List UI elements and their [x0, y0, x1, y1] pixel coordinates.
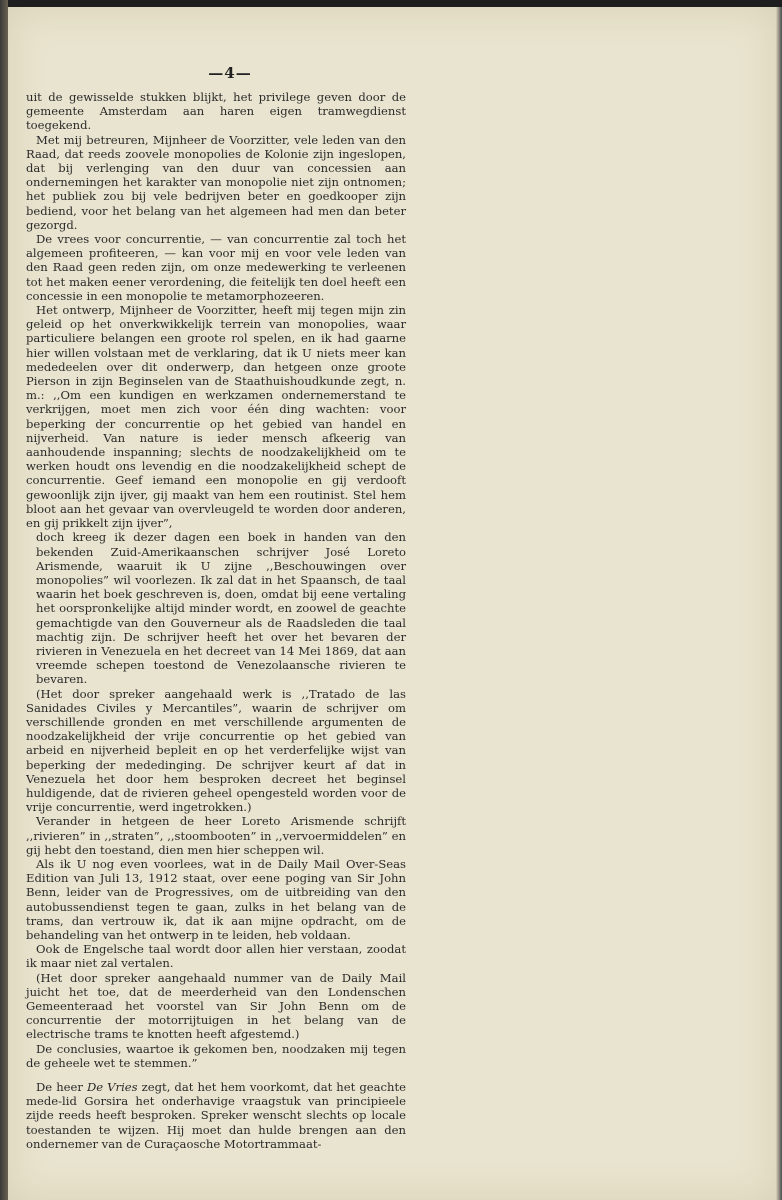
text-column: [26, 90, 406, 1151]
paragraph-12-lead: De heer: [36, 1080, 87, 1095]
paragraph-7: Verander in hetgeen de heer Loreto Arismende schrijft ,,rivieren” in ,,straten”, ,,stoombooten” in ,,vervoermiddelen” en gij hebt den toestand, dien men hier scheppen wil.: [26, 814, 406, 857]
paragraph-10: (Het door spreker aangehaald nummer van de Daily Mail juicht het toe, dat de meerderheid van den Londenschen Gemeenteraad het voorstel van Sir John Benn om de concurrentie der motorrijtuigen in het belang van de electrische trams te knotten heeft afgestemd.): [26, 970, 406, 1042]
paragraph-4: Het ontwerp, Mijnheer de Voorzitter, heeft mij tegen mijn zin geleid op het onverkwikkelijk terrein van monopolies, waar particuliere belangen een groote rol spelen, en ik had gaarne hier willen volstaan met de verklaring, dat ik U niets meer kan mededeelen over dit onderwerp, dan hetgeen onze groote Pierson in zijn Beginselen van de Staathuishoudkunde zegt, n. m.: ,,Om een kundigen en werkzamen ondernemerstand te verkrijgen, moet men zich voor één ding wachten: voor beperking der concurrentie op het gebied van handel en nijverheid. Van nature is ieder mensch afkeerig van aanhoudende inspanning; slechts de noodzakelijkheid om te werken houdt ons levendig en die noodzakelijkheid schept de concurrentie. Geef iemand een monopolie en gij verdooft gewoonlijk zijn ijver, gij maakt van hem een routinist. Stel hem bloot aan het gevaar van overvleugeld te worden door anderen, en gij prikkelt zijn ijver”,: [26, 303, 406, 531]
paragraph-11: De conclusies, waartoe ik gekomen ben, noodzaken mij tegen de geheele wet te stemmen.”: [26, 1041, 406, 1070]
speaker-name: De Vries: [86, 1080, 138, 1095]
paragraph-12: [26, 1080, 406, 1151]
paragraph-2: Met mij betreuren, Mijnheer de Voorzitter, vele leden van den Raad, dat reeds zoovele monopolies de Kolonie zijn ingeslopen, dat bij verlenging van den duur van concessien aan ondernemingen het karakter van monopolie niet zijn ontnomen; het publiek zou bij vele bedrijven beter en goedkooper zijn bediend, voor het belang van het algemeen had men dan beter gezorgd.: [26, 132, 406, 232]
page-number: —4—: [208, 64, 252, 82]
scan-border-top: [0, 0, 782, 7]
paragraph-5: doch kreeg ik dezer dagen een boek in handen van den bekenden Zuid-Amerikaanschen schrijver José Loreto Arismende, waaruit ik U zijne ,,Beschouwingen over monopolies” wil voorlezen. Ik zal dat in het Spaansch, de taal waarin het boek geschreven is, doen, omdat bij eene vertaling het oorspronkelijke altijd minder wordt, en zoowel de geachte gemachtigde van den Gouverneur als de Raadsleden die taal machtig zijn. De schrijver heeft het over het bevaren der rivieren in Venezuela en het decreet van 14 Mei 1869, dat aan vreemde schepen toestond de Venezolaansche rivieren te bevaren.: [36, 530, 406, 687]
paragraph-9: Ook de Engelsche taal wordt door allen hier verstaan, zoodat ik maar niet zal vertalen.: [26, 942, 406, 971]
paragraph-8: Als ik U nog even voorlees, wat in de Daily Mail Over-Seas Edition van Juli 13, 1912 staat, over eene poging van Sir John Benn, leider van de Progressives, om de uitbreiding van den autobussendienst tegen te gaan, zulks in het belang van de trams, dan vertrouw ik, dat ik aan mijne opdracht, om de behandeling van het ontwerp in te leiden, heb voldaan.: [26, 856, 406, 942]
paragraph-12-body: zegt, dat het hem voorkomt, dat het geachte mede-lid Gorsira het onderhavige vraagstuk van principieele zijde reeds heeft besproken. Spreker wenscht slechts op locale toestanden te wijzen. Hij moet dan hulde brengen aan den ondernemer van de Curaçaosche Motortrammaat-: [26, 1080, 406, 1151]
paragraph-6: (Het door spreker aangehaald werk is ,,Tratado de las Sanidades Civiles y Mercantiles”, waarin de schrijver om verschillende gronden en met verschillende argumenten de noodzakelijkheid der vrije concurrentie op het gebied van arbeid en nijverheid bepleit en op het verderfelijke wijst van beperking der mededinging. De schrijver keurt af dat in Venezuela het door hem besproken decreet het beginsel huldigende, dat de rivieren geheel opengesteld worden voor de vrije concurrentie, werd ingetrokken.): [26, 686, 406, 815]
paragraph-3: De vrees voor concurrentie, — van concurrentie zal toch het algemeen profiteeren, — kan voor mij en voor vele leden van den Raad geen reden zijn, om onze medewerking te verleenen tot het maken eener verordening, die feitelijk ten doel heeft een concessie in een monopolie te metamorphozeeren.: [26, 232, 406, 303]
scan-border-left: [0, 0, 8, 1200]
page-right-edge: [776, 7, 782, 1200]
paragraph-1: uit de gewisselde stukken blijkt, het privilege geven door de gemeente Amsterdam aan haren eigen tramwegdienst toegekend.: [26, 90, 406, 133]
